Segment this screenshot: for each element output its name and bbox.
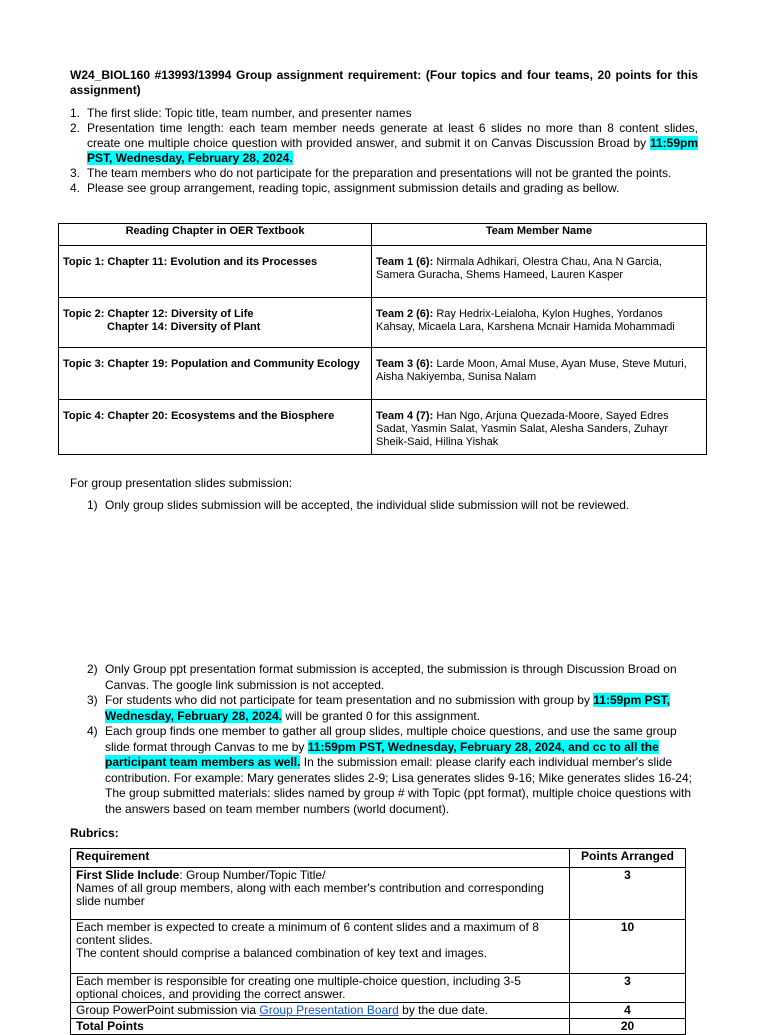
- team-cell: Team 3 (6): Larde Moon, Amal Muse, Ayan Muse, Steve Muturi, Aisha Nakiyemba, Sunisa Nalam: [372, 348, 707, 400]
- topic-cell: Topic 2: Chapter 12: Diversity of Life Chapter 14: Diversity of Plant: [59, 298, 372, 348]
- points-cell: 3: [570, 868, 686, 920]
- submission-item: 4) Each group finds one member to gather all group slides, multiple choice questions, and use the same group slide format through Canvas to me by 11:59pm PST, Wednesday, February 28, 2024, and cc to all the participant team members as well. In the submission email: please clarify each individual member's slide contribution. For example: Mary generates slides 2-9; Lisa generates slides 9-16; Mike generates slides 16-24; The group submitted materials: slides named by group # with Topic (ppt format), multiple choice questions with the answers based on team member numbers (world document).: [87, 724, 692, 816]
- table-header-row: [59, 224, 707, 246]
- topic-cell: Topic 4: Chapter 20: Ecosystems and the Biosphere: [59, 400, 372, 455]
- table-row: [59, 400, 707, 455]
- requirement-item: 3. The team members who do not participate for the preparation and presentations will not be granted the points.: [70, 166, 672, 180]
- total-points-cell: 20: [570, 1019, 686, 1035]
- table-row: [71, 920, 686, 974]
- table-row: [71, 1003, 686, 1019]
- topics-table: [58, 223, 707, 455]
- requirement-cell: First Slide Include: Group Number/Topic Title/ Names of all group members, along with each member's contribution and corresponding slide number: [71, 868, 570, 920]
- group-presentation-board-link[interactable]: Group Presentation Board: [259, 1003, 399, 1017]
- topic-cell: Topic 1: Chapter 11: Evolution and its Processes: [59, 246, 372, 298]
- submission-list: [87, 498, 699, 514]
- table-row: [71, 1019, 686, 1035]
- team-cell: Team 4 (7): Han Ngo, Arjuna Quezada-Moore, Sayed Edres Sadat, Yasmin Salat, Yasmin Salat, Alesha Sanders, Zuhayr Sheik-Said, Hilina Yishak: [372, 400, 707, 455]
- table-row: [71, 868, 686, 920]
- rubrics-table: [70, 848, 686, 1035]
- submission-list-continued: [87, 662, 699, 817]
- requirement-item: 2. Presentation time length: each team member needs generate at least 6 slides no more than 8 content slides, create one multiple choice question with provided answer, and submit it on Canvas Discussion Broad by 11:59pm PST, Wednesday, February 28, 2024.: [70, 121, 698, 165]
- topic-cell: Topic 3: Chapter 19: Population and Community Ecology: [59, 348, 372, 400]
- table-row: [59, 298, 707, 348]
- requirements-list: [70, 106, 698, 196]
- rubrics-heading: Rubrics:: [70, 826, 119, 840]
- submission-item: 2) Only Group ppt presentation format submission is accepted, the submission is through Discussion Broad on Canvas. The google link submission is not accepted.: [87, 662, 677, 692]
- table-header-row: [71, 849, 686, 868]
- requirement-item: 1. The first slide: Topic title, team number, and presenter names: [70, 106, 412, 120]
- table-row: [71, 974, 686, 1003]
- column-header: Requirement: [71, 849, 570, 868]
- due-date-highlight: 11:59pm PST, Wednesday, February 28, 2024, and cc to all the participant team members as well.: [105, 739, 659, 769]
- assignment-title: W24_BIOL160 #13993/13994 Group assignment requirement: (Four topics and four teams, 20 points for this assignment): [70, 68, 698, 97]
- column-header: Reading Chapter in OER Textbook: [59, 224, 372, 246]
- requirement-cell: Each member is expected to create a minimum of 6 content slides and a maximum of 8 content slides. The content should comprise a balanced combination of key text and images.: [71, 920, 570, 974]
- table-row: [59, 246, 707, 298]
- column-header: Team Member Name: [372, 224, 707, 246]
- points-cell: 10: [570, 920, 686, 974]
- column-header: Points Arranged: [570, 849, 686, 868]
- requirement-cell: Group PowerPoint submission via Group Presentation Board by the due date.: [71, 1003, 570, 1019]
- submission-intro: For group presentation slides submission:: [70, 476, 293, 490]
- requirement-cell: Each member is responsible for creating one multiple-choice question, including 3-5 optional choices, and providing the correct answer.: [71, 974, 570, 1003]
- table-row: [59, 348, 707, 400]
- requirement-item: 4. Please see group arrangement, reading topic, assignment submission details and grading as bellow.: [70, 181, 620, 195]
- due-date-highlight: 11:59pm PST, Wednesday, February 28, 2024.: [87, 136, 698, 165]
- points-cell: 3: [570, 974, 686, 1003]
- submission-item: 3) For students who did not participate for team presentation and no submission with group by 11:59pm PST, Wednesday, February 28, 2024. will be granted 0 for this assignment.: [87, 693, 670, 723]
- total-label-cell: Total Points: [71, 1019, 570, 1035]
- points-cell: 4: [570, 1003, 686, 1019]
- submission-item: 1) Only group slides submission will be accepted, the individual slide submission will not be reviewed.: [87, 498, 630, 512]
- team-cell: Team 1 (6): Nirmala Adhikari, Olestra Chau, Ana N Garcia, Samera Guracha, Shems Hameed, Lauren Kasper: [372, 246, 707, 298]
- team-cell: Team 2 (6): Ray Hedrix-Leialoha, Kylon Hughes, Yordanos Kahsay, Micaela Lara, Karshena Mcnair Hamida Mohammadi: [372, 298, 707, 348]
- due-date-highlight: 11:59pm PST, Wednesday, February 28, 2024.: [105, 693, 670, 723]
